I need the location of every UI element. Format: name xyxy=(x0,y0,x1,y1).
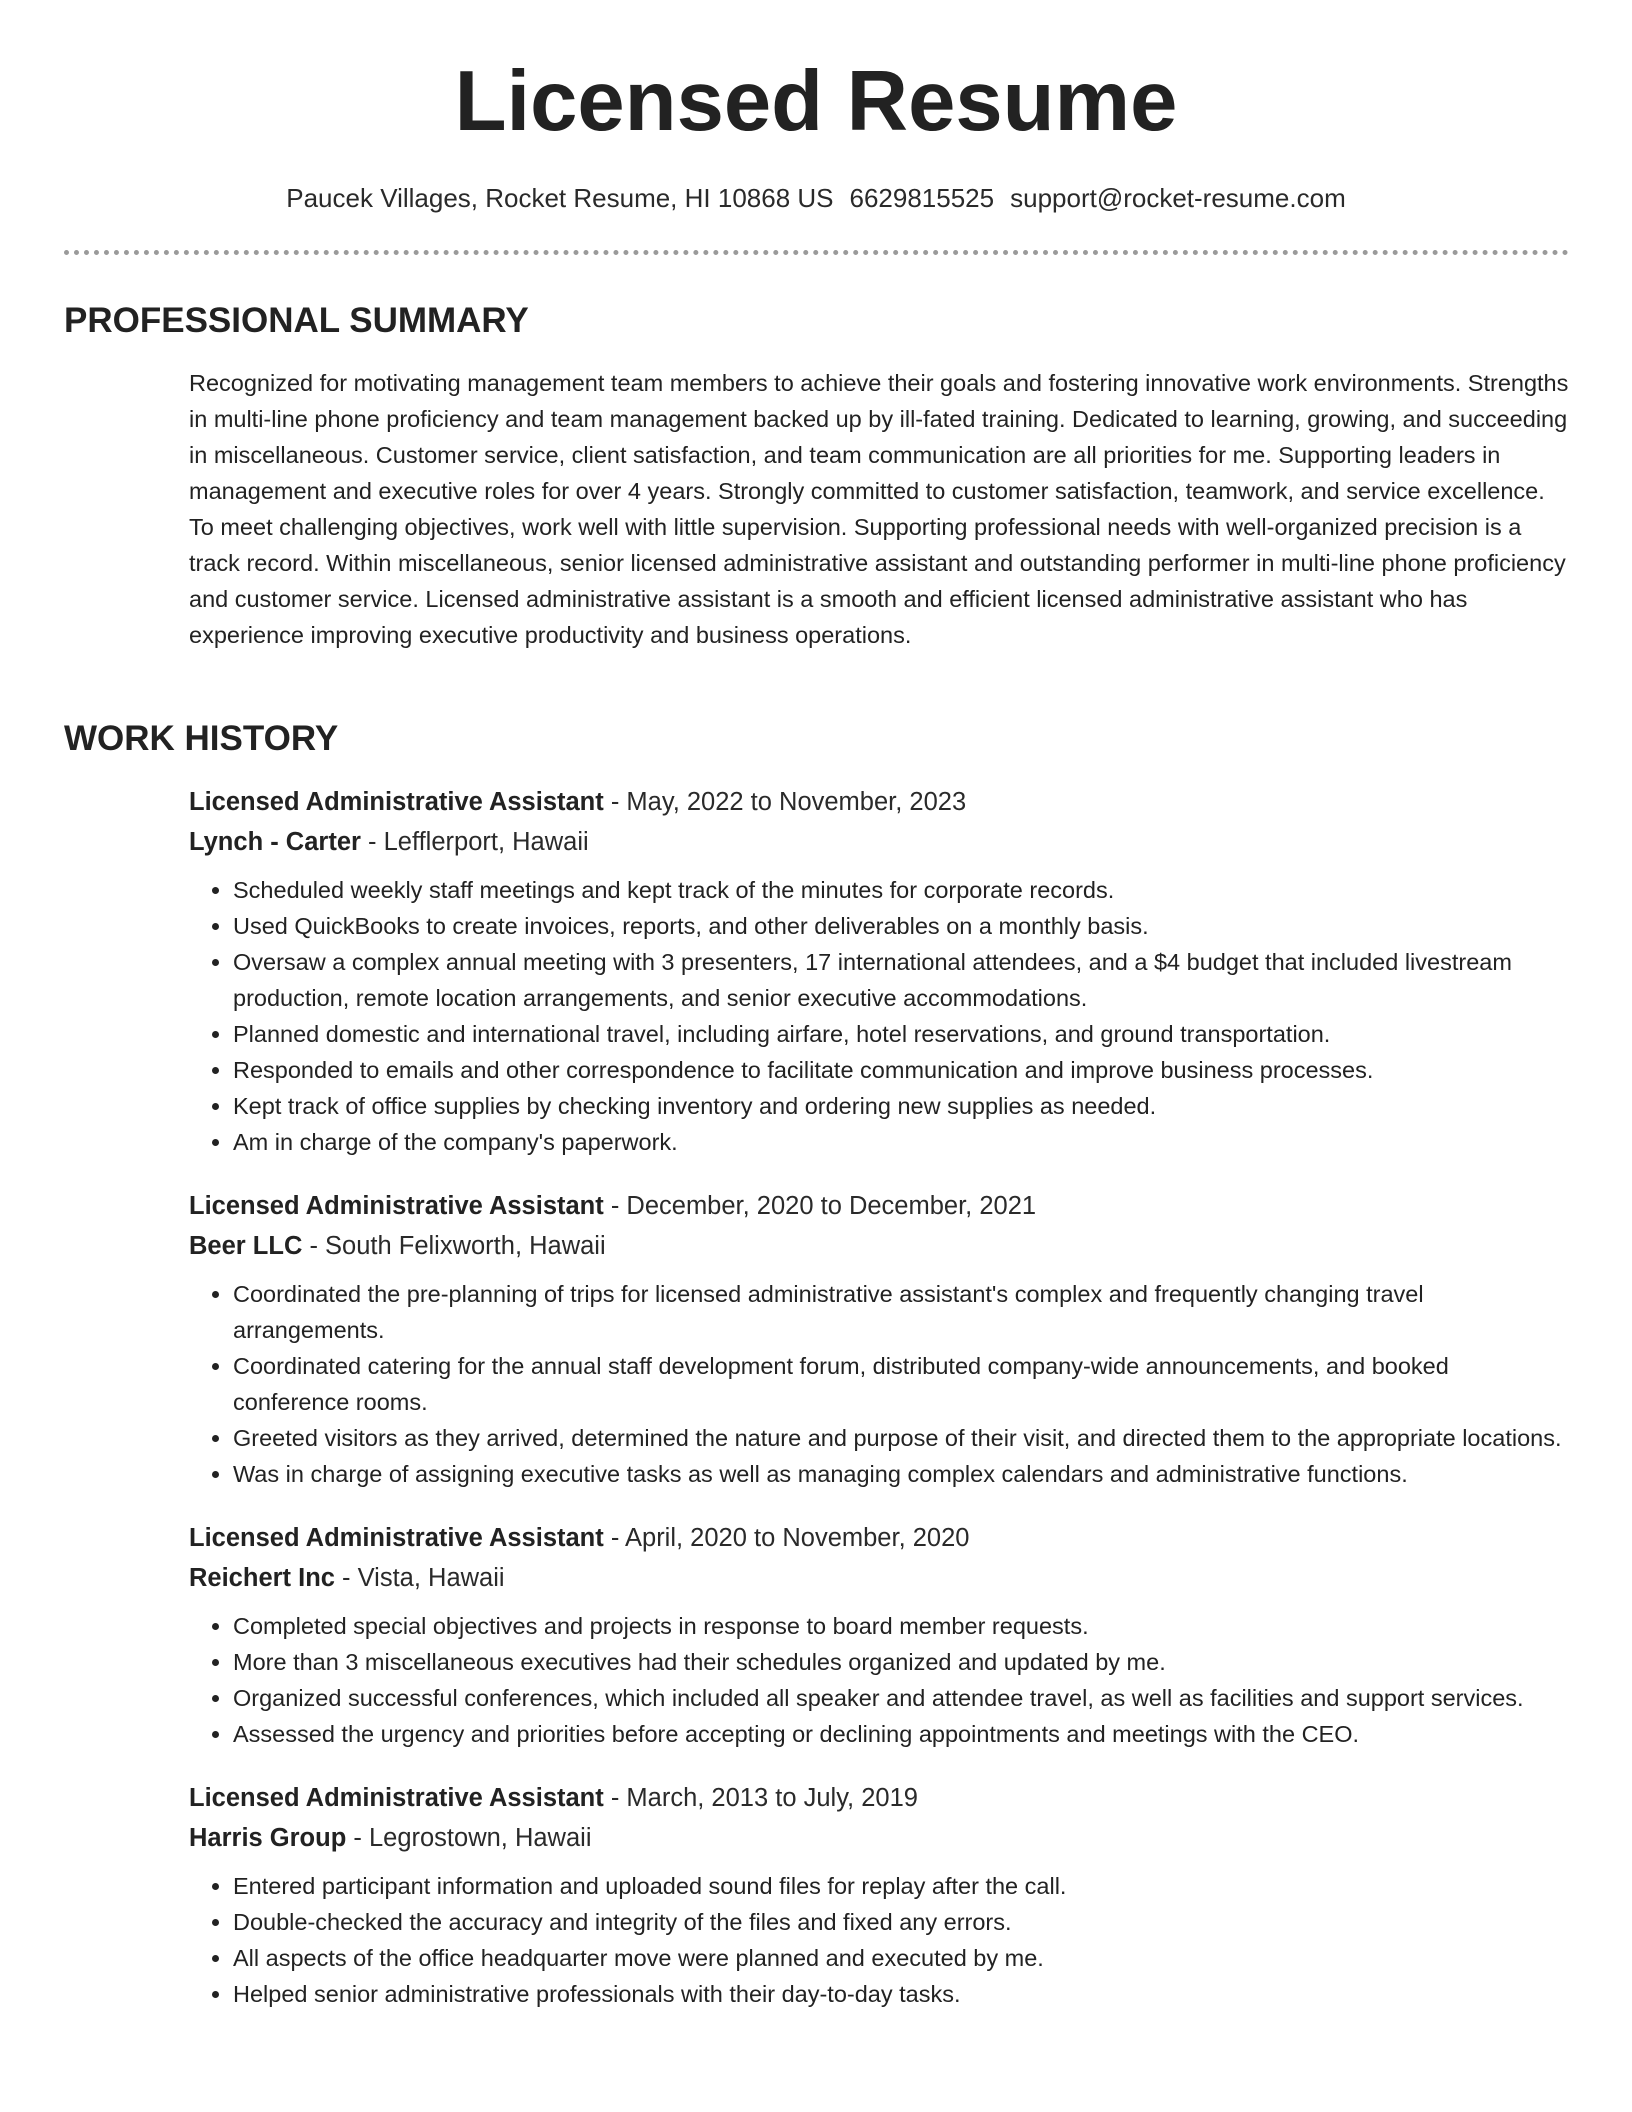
job-dates: - April, 2020 to November, 2020 xyxy=(603,1524,970,1552)
duty-item: • All aspects of the office headquarter move were planned and executed by me. xyxy=(233,1940,1569,1976)
job-company: Harris Group xyxy=(189,1824,347,1852)
job-title: Licensed Administrative Assistant xyxy=(189,1524,604,1552)
duty-item: • Kept track of office supplies by checking inventory and ordering new supplies as needed. xyxy=(233,1088,1569,1124)
job-title-line xyxy=(189,782,1569,822)
job-company-line xyxy=(189,1226,1569,1266)
duty-item: • Oversaw a complex annual meeting with 3 presenters, 17 international attendees, and a $4 budget that included livestream production, remote location arrangements, and senior executive accommodations. xyxy=(233,944,1569,1016)
job-title: Licensed Administrative Assistant xyxy=(189,1192,604,1220)
duty-item: • Am in charge of the company's paperwork. xyxy=(233,1124,1569,1160)
work-history-heading: WORK HISTORY xyxy=(64,719,339,758)
job-entry xyxy=(189,782,1569,1160)
job-entry xyxy=(189,1186,1569,1492)
job-title: Licensed Administrative Assistant xyxy=(189,1784,604,1812)
job-location: - Lefflerport, Hawaii xyxy=(360,828,589,856)
duty-item: • Used QuickBooks to create invoices, reports, and other deliverables on a monthly basis. xyxy=(233,908,1569,944)
duty-item: • Helped senior administrative professionals with their day-to-day tasks. xyxy=(233,1976,1569,2012)
job-company-line xyxy=(189,1558,1569,1598)
duty-item: • Entered participant information and uploaded sound files for replay after the call. xyxy=(233,1868,1569,1904)
job-title: Licensed Administrative Assistant xyxy=(189,788,604,816)
job-title-line xyxy=(189,1778,1569,1818)
job-dates: - May, 2022 to November, 2023 xyxy=(603,788,967,816)
work-history xyxy=(189,782,1569,2038)
job-dates: - December, 2020 to December, 2021 xyxy=(603,1192,1037,1220)
job-title-line xyxy=(189,1518,1569,1558)
job-dates: - March, 2013 to July, 2019 xyxy=(603,1784,918,1812)
duty-item: • Coordinated the pre-planning of trips for licensed administrative assistant's complex and frequently changing travel arrangements. xyxy=(233,1276,1569,1348)
job-entry xyxy=(189,1778,1569,2012)
contact-email: support@rocket-resume.com xyxy=(1010,183,1346,213)
job-duties xyxy=(189,1608,1569,1752)
job-company: Beer LLC xyxy=(189,1232,303,1260)
summary-text: Recognized for motivating management team members to achieve their goals and fostering innovative work environments. Strengths in multi-line phone proficiency and team management backed up by ill-fated training. Dedicated to learning, growing, and succeeding in miscellaneous. Customer service, client satisfaction, and team communication are all priorities for me. Supporting leaders in management and executive roles for over 4 years. Strongly committed to customer satisfaction, teamwork, and service excellence. To meet challenging objectives, work well with little supervision. Supporting professional needs with well-organized precision is a track record. Within miscellaneous, senior licensed administrative assistant and outstanding performer in multi-line phone proficiency and customer service. Licensed administrative assistant is a smooth and efficient licensed administrative assistant who has experience improving executive productivity and business operations. xyxy=(189,370,1569,648)
duty-item: • Greeted visitors as they arrived, determined the nature and purpose of their visit, and directed them to the appropriate locations. xyxy=(233,1420,1569,1456)
duty-item: • More than 3 miscellaneous executives had their schedules organized and updated by me. xyxy=(233,1644,1569,1680)
job-company-line xyxy=(189,1818,1569,1858)
job-duties xyxy=(189,872,1569,1160)
job-title-line xyxy=(189,1186,1569,1226)
header-divider xyxy=(64,250,1569,255)
duty-item: • Coordinated catering for the annual staff development forum, distributed company-wide announcements, and booked conference rooms. xyxy=(233,1348,1569,1420)
contact-line xyxy=(0,182,1632,214)
duty-item: • Was in charge of assigning executive tasks as well as managing complex calendars and administrative functions. xyxy=(233,1456,1569,1492)
contact-address: Paucek Villages, Rocket Resume, HI 10868 US xyxy=(286,183,834,213)
job-company: Reichert Inc xyxy=(189,1564,335,1592)
job-duties xyxy=(189,1276,1569,1492)
duty-item: • Organized successful conferences, which included all speaker and attendee travel, as well as facilities and support services. xyxy=(233,1680,1569,1716)
job-location: - Legrostown, Hawaii xyxy=(346,1824,592,1852)
resume-title: Licensed Resume xyxy=(454,54,1178,149)
job-location: - South Felixworth, Hawaii xyxy=(302,1232,606,1260)
job-entry xyxy=(189,1518,1569,1752)
duty-item: • Responded to emails and other correspondence to facilitate communication and improve business processes. xyxy=(233,1052,1569,1088)
duty-item: • Double-checked the accuracy and integrity of the files and fixed any errors. xyxy=(233,1904,1569,1940)
job-company: Lynch - Carter xyxy=(189,828,361,856)
job-company-line xyxy=(189,822,1569,862)
job-duties xyxy=(189,1868,1569,2012)
duty-item: • Assessed the urgency and priorities before accepting or declining appointments and meetings with the CEO. xyxy=(233,1716,1569,1752)
duty-item: • Scheduled weekly staff meetings and kept track of the minutes for corporate records. xyxy=(233,872,1569,908)
job-location: - Vista, Hawaii xyxy=(334,1564,505,1592)
duty-item: • Completed special objectives and projects in response to board member requests. xyxy=(233,1608,1569,1644)
contact-phone: 6629815525 xyxy=(849,183,995,213)
summary-heading: PROFESSIONAL SUMMARY xyxy=(64,301,529,340)
duty-item: • Planned domestic and international travel, including airfare, hotel reservations, and ground transportation. xyxy=(233,1016,1569,1052)
